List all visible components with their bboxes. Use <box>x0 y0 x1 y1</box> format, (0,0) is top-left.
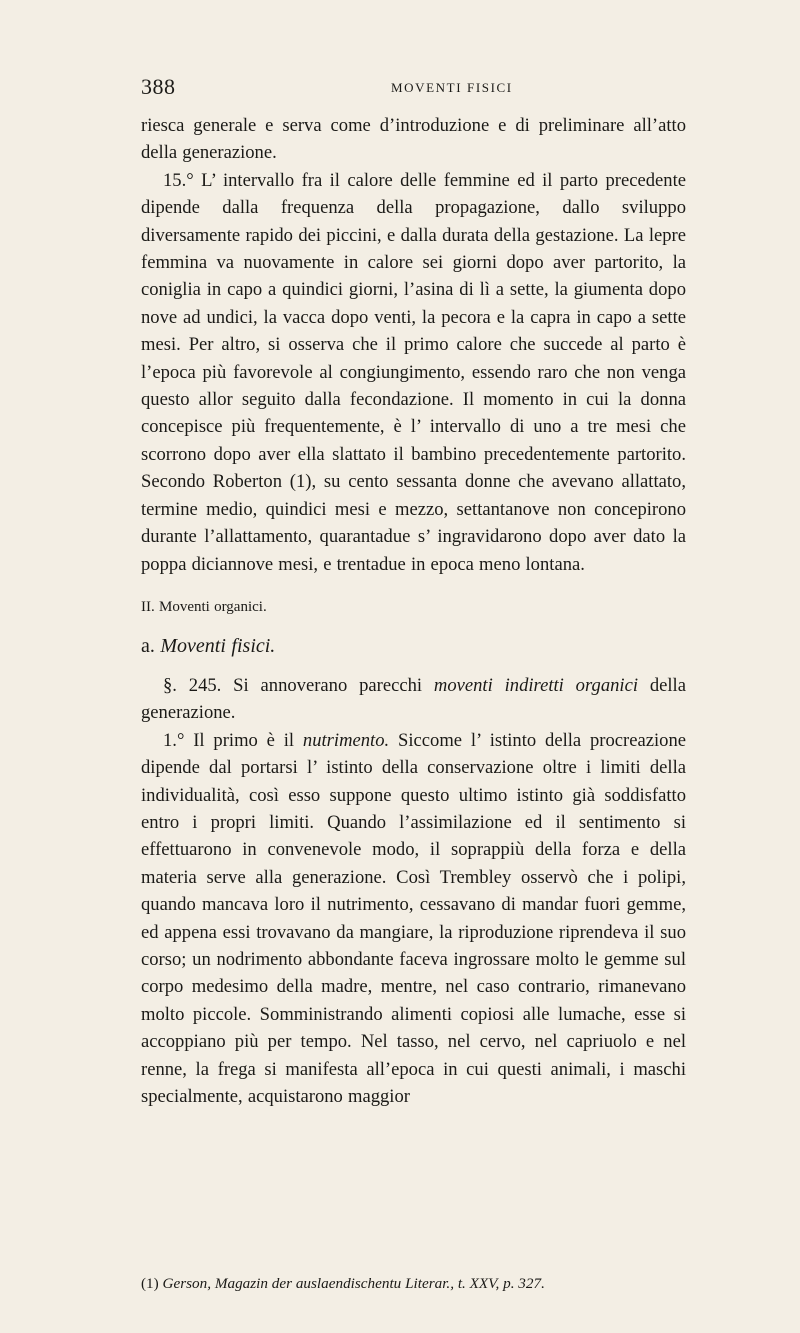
paragraph-nutrimento-start: 1.° Il primo è il <box>163 729 303 751</box>
section-heading-label: a. <box>141 634 155 657</box>
paragraph-continuation: riesca generale e serva come d’introduzione e di preliminare all’atto della generazione. <box>141 115 686 164</box>
running-head: MOVENTI FISICI <box>391 80 513 95</box>
paragraph-nutrimento <box>141 727 686 1111</box>
paragraph-245-start: §. 245. Si annoverano parecchi <box>163 674 434 696</box>
paragraph-245 <box>141 672 686 727</box>
section-heading-organic: II. Moventi organici. <box>141 598 267 615</box>
section-heading-physical <box>141 632 686 660</box>
paragraph-245-end: della generazione. <box>141 674 686 724</box>
page-header <box>141 74 686 100</box>
section-heading-title: Moventi fisici. <box>160 634 276 657</box>
footnote-text: Gerson, Magazin der auslaendischentu Literar., t. XXV, p. 327. <box>162 1275 545 1292</box>
footnote <box>141 1274 691 1294</box>
paragraph-nutrimento-end: Siccome l’ istinto della procreazione dipende dal portarsi l’ istinto della conservazione oltre i limiti della individualità, così esso suppone questo ultimo istinto già soddisfatto entro i propri limiti. Quando l’assimilazione ed il sentimento si effettuarono in convenevole modo, il soprappiù della forza e della materia serve alla generazione. Così Trembley osservò che i polipi, quando mancava loro il nutrimento, cessavano di mandar fuori gemme, ed appena essi trovavano da mangiare, la riproduzione riprendeva il suo corso; un nodrimento abbondante faceva ingrossare molto le gemme sul corpo medesimo della madre, mentre, nel caso contrario, rimanevano molto piccole. Somministrando alimenti copiosi alle lumache, esse si accoppiano più per tempo. Nel tasso, nel cervo, nel capriuolo e nel renne, la frega si manifesta all’epoca in cui questi animali, i maschi specialmente, acquistarono maggior <box>141 729 686 1107</box>
page-number: 388 <box>141 74 176 99</box>
paragraph-nutrimento-emphasis: nutrimento. <box>302 729 390 751</box>
paragraph-15: 15.° L’ intervallo fra il calore delle femmine ed il parto precedente dipende dalla frequenza della propagazione, dallo sviluppo diversamente rapido dei piccini, e dalla durata della gestazione. La lepre femmina va nuovamente in calore sei giorni dopo aver partorito, la coniglia in capo a quindici giorni, l’asina di lì a sette, la giumenta dopo nove ad undici, la vacca dopo venti, la pecora e la capra in capo a sette mesi. Per altro, si osserva che il primo calore che succede al parto è l’epoca più favorevole al congiungimento, essendo raro che non venga questo allor seguito dalla fecondazione. Il momento in cui la donna concepisce più frequentemente, è l’ intervallo di uno a tre mesi che scorrono dopo aver ella slattato il bambino precedentemente partorito. Secondo Roberton (1), su cento sessanta donne che avevano allattato, termine medio, quindici mesi e mezzo, settantanove non concepirono durante l’allattamento, quarantadue s’ ingravidarono dopo aver dato la poppa diciannove mesi, e trentadue in epoca meno lontana. <box>141 169 686 575</box>
paragraph-245-emphasis: moventi indiretti organici <box>433 674 638 696</box>
page-body <box>141 112 686 1110</box>
footnote-marker: (1) <box>141 1275 163 1292</box>
